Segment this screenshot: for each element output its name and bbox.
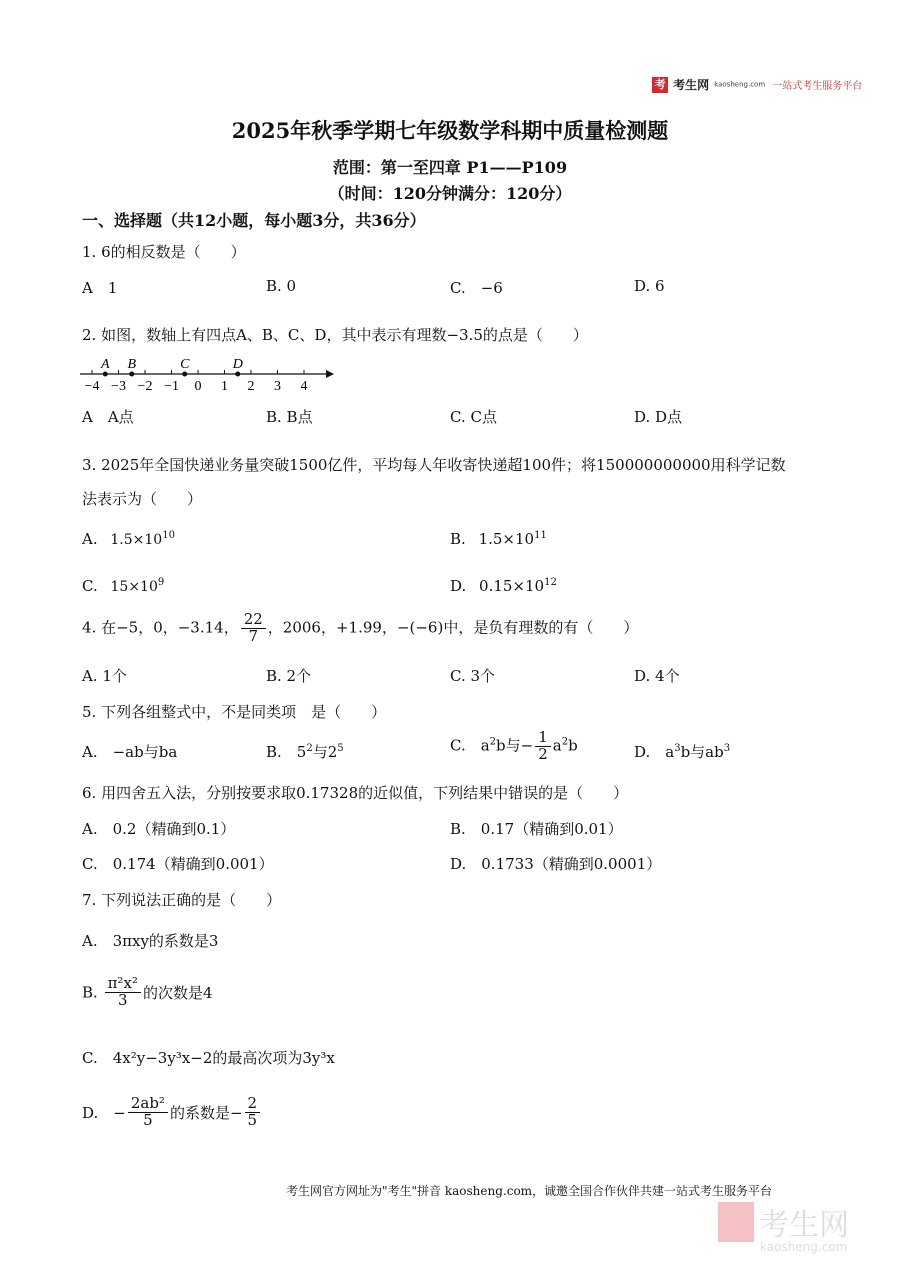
q7-option-c: C. 4x²y−3y³x−2的最高次项为3y³x (82, 1049, 335, 1067)
number-line (78, 350, 338, 394)
q7-b-den: 3 (117, 990, 128, 1009)
number-line-point-d (235, 372, 240, 377)
page-title: 2025年秋季学期七年级数学科期中质量检测题 (231, 118, 669, 143)
number-line-tick-label: 3 (274, 379, 281, 394)
q1-option-d: D. 6 (634, 277, 665, 295)
q3-stem-line1: 3. 2025年全国快递业务量突破1500亿件，平均每人年收寄快递超100件；将150000000000用科学记数 (82, 456, 786, 474)
number-line-point-c (182, 372, 187, 377)
number-line-point-label: C (180, 357, 190, 372)
q4-stem-post: ，2006，+1.99，−(−6)中，是负有理数的有（ ） (267, 618, 639, 637)
q6-option-d: D. 0.1733（精确到0.0001） (450, 855, 662, 873)
footer-watermark (718, 1200, 849, 1254)
q7-b-label: B. (82, 983, 98, 1002)
q5-b-mid: 与2 (312, 743, 338, 761)
q5-c-mid: b与− (496, 736, 534, 755)
q3-d-value: 0.15×10 (479, 577, 545, 595)
number-line-point-a (103, 372, 108, 377)
q4-option-d: D. 4个 (634, 667, 680, 685)
q6-option-c: C. 0.174（精确到0.001） (82, 855, 274, 873)
q2-option-a: A A点 (82, 408, 134, 426)
number-line-tick-label: −3 (111, 379, 126, 394)
section-heading: 一、选择题（共12小题，每小题3分，共36分） (82, 211, 426, 230)
number-line-tick-label: 0 (194, 379, 202, 394)
number-line-point-label: A (100, 357, 110, 372)
number-line-tick-label: 1 (221, 379, 228, 394)
q6-stem: 6. 用四舍五入法，分别按要求取0.17328的近似值，下列结果中错误的是（ ） (82, 784, 629, 802)
q7-d-den: 5 (143, 1110, 153, 1129)
q3-b-value: 1.5×10 (478, 530, 535, 548)
q5-d-exp1: 3 (674, 743, 681, 754)
q5-b-pre: B. 5 (266, 743, 307, 761)
brand-name: 考生网 (673, 78, 710, 92)
watermark-name: 考生网 (759, 1208, 850, 1243)
q5-d-mid: b与ab (680, 743, 724, 761)
q2-option-c: C. C点 (450, 408, 497, 426)
number-line-point-label: D (232, 357, 243, 372)
q3-b-label: B. (450, 530, 466, 548)
q3-option-c (82, 577, 164, 595)
q4-option-b: B. 2个 (266, 667, 312, 685)
q5-d-pre: D. a (634, 743, 675, 761)
q3-b-exp: 11 (534, 530, 547, 541)
q3-option-a (82, 530, 175, 548)
number-line-arrow-icon (326, 370, 334, 378)
brand-domain: kaosheng.com (714, 80, 766, 89)
q5-c-fraction (535, 730, 551, 763)
header-logo (652, 74, 862, 93)
q5-option-c (450, 730, 578, 763)
watermark-logo-icon (718, 1202, 754, 1242)
q1-option-c: C. −6 (450, 279, 503, 297)
q7-option-b (82, 976, 212, 1009)
number-line-tick-label: 4 (300, 379, 308, 394)
q7-d-num2: 2 (245, 1096, 261, 1113)
q3-d-label: D. (450, 577, 467, 595)
q4-option-c: C. 3个 (450, 667, 496, 685)
q1-stem: 1. 6的相反数是（ ） (82, 243, 246, 261)
q5-c-exp2: 2 (561, 736, 569, 748)
q3-option-d (450, 577, 557, 595)
q3-a-exp: 10 (162, 530, 175, 541)
q7-d-mid: 的系数是− (169, 1103, 243, 1122)
q7-d-fraction2 (245, 1096, 261, 1129)
q1-option-a: A 1 (82, 279, 118, 297)
q2-option-b: B. B点 (266, 408, 313, 426)
q7-option-d (82, 1096, 262, 1129)
q5-c-den: 2 (538, 744, 548, 763)
watermark-domain: kaosheng.com (760, 1240, 848, 1254)
q5-c-exp1: 2 (489, 736, 497, 748)
q3-option-b (450, 530, 547, 548)
number-line-tick-label: 2 (247, 379, 255, 394)
q4-frac-num: 22 (241, 612, 266, 629)
q3-a-label: A. (82, 530, 98, 548)
footer-text: 考生网官方网址为"考生"拼音 kaosheng.com，诚邀全国合作伙伴共建一站式考生服务平台 (286, 1184, 773, 1198)
q3-c-value: 15×10 (110, 579, 158, 595)
q7-d-fraction (128, 1096, 168, 1129)
q3-stem-line2: 法表示为（ ） (82, 490, 203, 508)
q5-c-num: 1 (535, 730, 551, 747)
q4-stem-pre: 4. 在−5，0，−3.14， (82, 618, 239, 637)
number-line-tick-label: −1 (164, 379, 179, 394)
q7-stem: 7. 下列说法正确的是（ ） (82, 891, 282, 909)
q5-stem: 5. 下列各组整式中，不是同类项 是（ ） (82, 703, 387, 721)
logo-mark-icon: 考 (652, 77, 668, 93)
brand-slogan: 一站式考生服务平台 (772, 81, 863, 92)
q5-b-exp1: 2 (306, 743, 313, 754)
q7-d-num: 2ab² (128, 1096, 168, 1113)
q3-a-value: 1.5×10 (110, 532, 163, 548)
q7-option-a: A. 3πxy的系数是3 (82, 932, 219, 950)
scope-line: 范围：第一至四章 P1——P109 (332, 158, 568, 177)
q3-d-exp: 12 (544, 577, 557, 588)
q5-b-exp2: 5 (337, 743, 344, 754)
q3-c-exp: 9 (157, 577, 165, 588)
q5-option-d (634, 741, 730, 762)
q7-b-fraction (105, 976, 141, 1009)
q4-fraction (241, 612, 266, 645)
q7-d-label: D. − (82, 1103, 126, 1122)
number-line-point-label: B (127, 357, 137, 372)
q4-option-a: A. 1个 (82, 667, 127, 685)
q5-option-b (266, 741, 344, 762)
number-line-tick-label: −4 (84, 379, 100, 394)
q2-option-d: D. D点 (634, 408, 683, 426)
q7-b-num: π²x² (105, 976, 141, 993)
q5-d-exp2: 3 (723, 743, 731, 754)
q7-b-post: 的次数是4 (142, 983, 213, 1002)
q1-option-b: B. 0 (266, 277, 297, 295)
number-line-point-b (129, 372, 134, 377)
q2-stem: 2. 如图，数轴上有四点A、B、C、D，其中表示有理数−3.5的点是（ ） (82, 326, 588, 344)
number-line-tick-label: −2 (137, 379, 153, 394)
time-line: （时间：120分钟满分：120分） (328, 184, 572, 203)
q5-option-a: A. −ab与ba (82, 743, 178, 761)
q5-c-pre: C. a (450, 736, 490, 755)
q6-option-b: B. 0.17（精确到0.01） (450, 820, 623, 838)
q6-option-a: A. 0.2（精确到0.1） (82, 820, 236, 838)
q4-stem (82, 612, 638, 645)
q5-c-end: b (568, 736, 578, 755)
q5-c-post: a (552, 736, 562, 755)
q3-c-label: C. (82, 577, 98, 595)
q7-d-den2: 5 (247, 1110, 258, 1129)
q4-frac-den: 7 (248, 626, 259, 645)
